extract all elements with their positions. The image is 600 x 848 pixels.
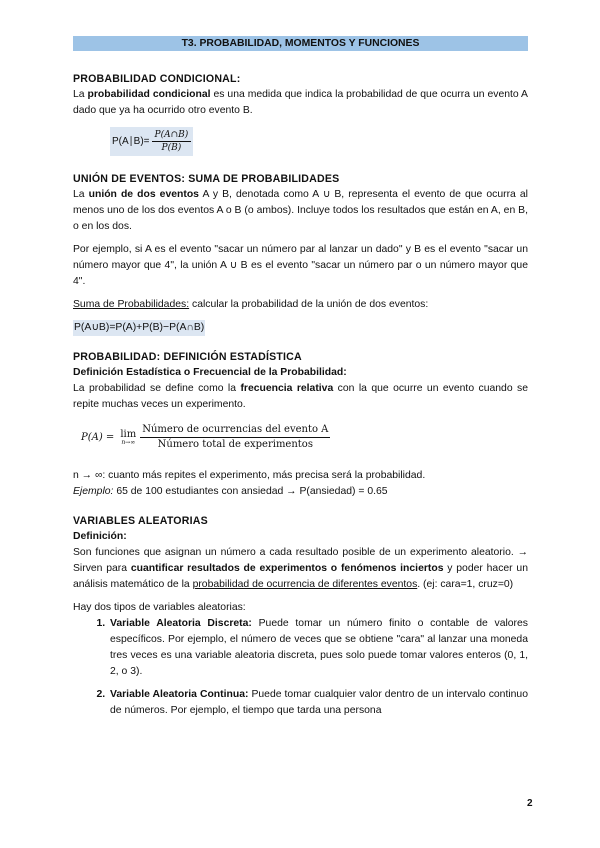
conditional-paragraph (73, 87, 528, 119)
bold-term: probabilidad condicional (87, 89, 211, 100)
section-heading-statistical: PROBABILIDAD: DEFINICIÓN ESTADÍSTICA (73, 351, 302, 363)
random-vars-intro: Hay dos tipos de variables aleatorias: (73, 602, 246, 613)
random-vars-paragraph (73, 545, 528, 593)
lim-subscript: n→∞ (121, 438, 136, 446)
lim-text: lim (120, 428, 137, 440)
formula-lhs: P(A∣B)= (112, 135, 150, 147)
example-text: 65 de 100 estudiantes con ansiedad → P(ansiedad) = 0.65 (113, 486, 388, 497)
formula-numerator: P(A∩B) (152, 129, 192, 142)
text: calcular la probabilidad de la unión de dos eventos: (189, 299, 429, 310)
text: con la que ocurre un evento cuando se repite muchas veces un experimento. (73, 383, 528, 410)
subheading-statistical: Definición Estadística o Frecuencial de la Probabilidad: (73, 367, 347, 378)
example-label: Ejemplo: (73, 486, 114, 497)
statistical-note: n → ∞: cuanto más repites el experimento, más precisa será la probabilidad. (73, 470, 426, 481)
text: es una medida que indica la probabilidad de que ocurra un evento A dado que ya ha ocurrido otro evento B. (73, 89, 528, 116)
statistical-paragraph (73, 381, 528, 413)
conditional-formula (110, 127, 193, 156)
text: . (ej: cara=1, cruz=0) (417, 579, 514, 590)
bold-term: unión de dos eventos (88, 189, 199, 200)
random-vars-types-list (73, 616, 528, 719)
limit-formula (81, 423, 528, 452)
underlined-term: Suma de Probabilidades: (73, 299, 190, 310)
text: y poder hacer un análisis matemático de la (73, 563, 528, 590)
type-title: Variable Aleatoria Continua: (110, 689, 249, 700)
statistical-example (73, 484, 528, 500)
document-page (73, 36, 528, 719)
type-title: Variable Aleatoria Discreta: (110, 618, 252, 629)
union-formula-line (73, 320, 528, 336)
union-paragraph-3 (73, 297, 528, 313)
list-item-continuous (108, 687, 528, 719)
union-paragraph-1 (73, 187, 528, 235)
formula-denominator: P(B) (161, 143, 182, 153)
page-title: T3. PROBABILIDAD, MOMENTOS Y FUNCIONES (73, 36, 528, 51)
limit-lhs: P(A) = (81, 431, 115, 443)
limit-denominator: Número total de experimentos (157, 439, 313, 450)
section-heading-random-variables: VARIABLES ALEATORIAS (73, 515, 208, 527)
section-heading-conditional: PROBABILIDAD CONDICIONAL: (73, 73, 241, 85)
text: Son funciones que asignan un número a cada resultado posible de un experimento aleatorio. → Sirven para (73, 547, 528, 574)
bold-term: cuantificar resultados de experimentos o fenómenos inciertos (130, 563, 444, 574)
list-item-discrete (108, 616, 528, 680)
limit-fraction (140, 423, 330, 452)
bold-term: frecuencia relativa (240, 383, 334, 394)
union-formula: P(A∪B)=P(A)+P(B)−P(A∩B) (73, 320, 205, 336)
section-heading-union: UNIÓN DE EVENTOS: SUMA DE PROBABILIDADES (73, 173, 340, 185)
text: La probabilidad se define como la (73, 383, 241, 394)
text: La (73, 189, 89, 200)
text: A y B, denotada como A ∪ B, representa el evento de que ocurra al menos uno de los dos eventos A o B (o ambos). Incluye todos los resultados que están en A, en B, o en los dos. (73, 189, 528, 232)
type-text: Puede tomar un número finito o contable de valores específicos. Por ejemplo, el número de veces que se obtiene "cara" al lanzar una moneda tres veces es una variable aleatoria discreta, pues solo puede tomar valores enteros (0, 1, 2, o 3). (110, 618, 528, 677)
type-text: Puede tomar cualquier valor dentro de un intervalo continuo de números. Por ejemplo, el tiempo que tarda una persona (110, 689, 528, 716)
union-paragraph-2: Por ejemplo, si A es el evento "sacar un número par al lanzar un dado" y B es el evento "sacar un número mayor que 4", la unión A ∪ B es el evento "sacar un número par o un número mayor que 4". (73, 244, 528, 287)
page-number: 2 (527, 798, 533, 809)
underlined-term: probabilidad de ocurrencia de diferentes eventos (192, 579, 418, 590)
formula-fraction (152, 129, 192, 154)
text: La (73, 89, 88, 100)
subheading-definition: Definición: (73, 531, 127, 542)
limit-numerator: Número de ocurrencias del evento A (140, 423, 330, 438)
limit-operator (120, 430, 136, 446)
